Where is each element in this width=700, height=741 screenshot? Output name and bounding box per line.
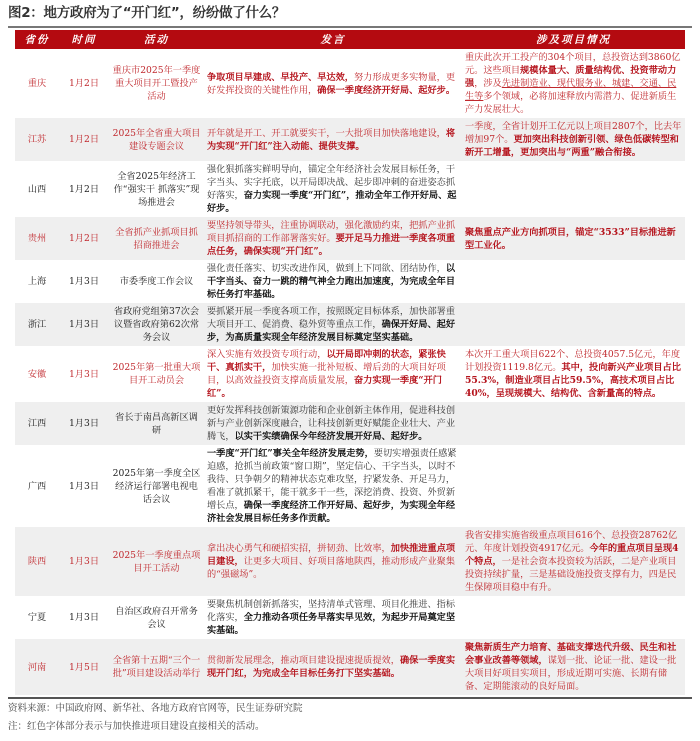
speech-cell	[204, 161, 462, 217]
speech-cell	[204, 346, 462, 402]
projects-cell	[462, 445, 685, 527]
top-divider	[8, 26, 692, 28]
date-cell: 1月3日	[59, 402, 109, 445]
province-cell: 浙江	[15, 303, 59, 346]
province-cell: 陕西	[15, 527, 59, 596]
text-segment: 一是社会资本投资较为活跃，二是产业项目投资持续扩量，三是基础设施投资支撑有力，四是民生保障项目稳中有升。	[465, 556, 677, 593]
province-cell: 贵州	[15, 217, 59, 260]
text-segment: 一季度“开门红”事关全年经济发展走势，	[207, 448, 374, 459]
province-cell: 上海	[27, 276, 47, 287]
province-cell: 宁夏	[27, 612, 47, 623]
speech-cell	[204, 639, 462, 695]
text-segment: 其中，投向新兴产业项目占比55.3%，制造业项目占比59.5%，高技术项目占比40%，呈现规模大、结构优、含新量高的特点。	[465, 362, 681, 399]
date-cell: 1月2日	[59, 118, 109, 161]
date-cell: 1月3日	[68, 368, 100, 380]
text-segment: 确保一季度经济工作开好局、起好步，为实现全年经济社会发展目标任务多作贡献。	[207, 500, 456, 524]
header-activity: 活动	[109, 30, 204, 49]
activity-cell: 市委季度工作会议	[119, 276, 194, 287]
projects-cell	[462, 596, 685, 639]
text-segment: 奋力实现一季度“开门红”。	[207, 375, 442, 399]
projects-cell	[462, 217, 685, 260]
text-segment: 今年的重点项目呈现4个特点，	[465, 543, 679, 567]
text-segment: 以干字当头、奋力一跳的精气神全力跑出加速度，为完成全年目标任务打牢基础。	[207, 263, 456, 300]
text-segment: 聚焦重点产业方向抓项目，锚定“3533”目标推进新型工业化。	[465, 226, 676, 251]
text-segment: 奋力实现一季度“开门红”，推动全年工作开好局、起好步。	[207, 190, 457, 214]
date-cell: 1月2日	[59, 217, 109, 260]
text-segment: 开年就是开工、开工就要实干，一大批项目加快落地建设，	[207, 127, 446, 139]
text-segment: 一季度，全省计划开工亿元以上项目2807个，比去年增加97个。	[465, 121, 682, 145]
header-projects: 涉及项目情况	[462, 30, 685, 49]
text-segment: 要坚持领导带头，注重协调联动，强化激励约束，把抓产业抓项目抓招商的工作部署落实好。	[207, 220, 456, 244]
text-segment: 加快实施一批补短板、增后劲的大项目好项目，以高效益投资支撑高质量发展，	[207, 362, 446, 386]
table-row	[15, 49, 685, 118]
text-segment: 争取项目早建成、早投产、早达效，	[207, 71, 354, 83]
date-cell: 1月2日	[68, 183, 100, 195]
text-segment: 努力形成更多实物量，更好发挥投资的关键性作用，	[207, 71, 456, 96]
activity-cell: 全省抓产业抓项目抓招商推进会	[109, 217, 204, 260]
province-cell: 广西	[27, 480, 47, 492]
speech-cell	[204, 49, 462, 118]
date-cell: 1月2日	[68, 78, 100, 89]
speech-cell	[204, 260, 462, 303]
text-segment: 确保一季度经济开好局、起好步。	[317, 84, 456, 96]
table-row	[15, 639, 685, 695]
table-row	[15, 402, 685, 445]
text-segment: 要聚焦机制创新抓落实，坚持清单式管理、项目化推进、指标化落实，	[207, 599, 456, 623]
projects-cell	[462, 260, 685, 303]
province-cell: 河南	[15, 639, 59, 695]
activity-cell: 全省第十五期“三个一批”项目建设活动举行	[109, 639, 204, 695]
province-cell: 重庆	[27, 78, 47, 89]
speech-cell	[204, 596, 462, 639]
text-segment: ，涉及	[474, 78, 502, 89]
projects-cell	[462, 161, 685, 217]
text-segment: 将为实现“开门红”注入动能、提供支撑。	[207, 127, 456, 152]
date-cell: 1月5日	[59, 639, 109, 695]
projects-cell	[462, 639, 685, 695]
text-segment: 谋划一批、论证一批、建设一批大项目好项目实项目，形成近期可实施、长期有储备、定期能滚动的良好局面。	[465, 655, 677, 692]
speech-cell	[204, 402, 462, 445]
text-segment: 更好发挥科技创新策源功能和企业创新主体作用，促进科技创新与产业创新深度融合，让科技创新更好赋能企业壮大、产业腾飞，	[207, 405, 456, 442]
projects-cell	[462, 527, 685, 596]
speech-cell	[204, 118, 462, 161]
date-cell: 1月3日	[68, 276, 100, 287]
table-row	[15, 303, 685, 346]
province-cell: 江西	[15, 402, 59, 445]
projects-cell	[462, 346, 685, 402]
source-note: 资料来源：中国政府网、新华社、各地方政府官网等，民生证券研究院	[8, 703, 303, 714]
date-cell: 1月3日	[59, 527, 109, 596]
table-row	[15, 445, 685, 527]
text-segment: 多个领域，必将加速释放内需潜力、促进新质生产力发展壮大。	[465, 91, 677, 115]
text-segment: 更加突出科技创新引领、绿色低碳转型和新开工增量，更加突出与“两重”融合衔接。	[465, 134, 679, 158]
projects-cell	[462, 303, 685, 346]
speech-cell	[204, 303, 462, 346]
table-row	[15, 346, 685, 402]
table-header-row	[15, 30, 685, 49]
text-segment: 要开足马力推进一季度各项重点任务，确保实现“开门红”。	[207, 233, 456, 257]
projects-cell	[462, 118, 685, 161]
table-row	[15, 260, 685, 303]
text-segment: 深入实施有效投资专项行动，	[207, 349, 327, 360]
table-row	[15, 118, 685, 161]
activity-cell: 2025年一季度重点项目开工活动	[109, 527, 204, 596]
text-segment: 先进制造业、现代服务业、城建、交通、民生等	[465, 78, 677, 102]
activity-cell: 2025年第一季度全区经济运行部署电视电话会议	[112, 467, 201, 505]
activity-cell: 全省2025年经济工作“强实干 抓落实”现场推进会	[113, 170, 200, 208]
text-segment: 确保开好局、起好步，为高质量实现全年经济发展目标奠定坚实基础。	[207, 319, 456, 343]
text-segment: 我省安排实施省级重点项目616个、总投资28762亿元、年度计划投资4917亿元。	[465, 530, 678, 554]
header-province: 省份	[15, 30, 59, 49]
date-cell: 1月3日	[59, 303, 109, 346]
text-segment: 聚焦新质生产力培育、基础支撑迭代升级、民生和社会事业改善等领域，	[465, 642, 677, 666]
text-segment: 以开局即冲刺的状态，紧张快干、真抓实干，	[207, 349, 446, 373]
activity-cell: 2025年全省重大项目建设专题会议	[109, 118, 204, 161]
speech-cell	[204, 527, 462, 596]
text-segment: 让更多大项目、好项目落地陕西，推动形成产业聚集的“强磁场”。	[207, 556, 456, 580]
text-segment: 要抓紧开展一季度各项工作，按照既定目标体系，加快部署重大项目开工、促消费、稳外贸等重点工作，	[207, 306, 456, 330]
activity-cell: 省长于南昌高新区调研	[109, 402, 204, 445]
local-government-table	[15, 30, 685, 695]
figure-title: 图2：地方政府为了“开门红”，纷纷做了什么？	[8, 5, 286, 21]
activity-cell: 重庆市2025年一季度重大项目开工暨投产活动	[112, 65, 201, 102]
text-segment: 规模体量大、质量结构优、投资带动力强	[465, 65, 677, 89]
text-segment: 重庆此次开工投产的304个项目，总投资达到3860亿元。这些项目	[465, 52, 681, 76]
text-segment: 以实干实绩确保今年经济发展开好局、起好步。	[234, 431, 428, 442]
bottom-divider	[8, 697, 692, 699]
text-segment: 加快推进重点项目建设，	[207, 543, 456, 567]
activity-cell: 2025年第一批重大项目开工动员会	[112, 362, 201, 386]
text-segment: 要切实增强责任感紧迫感，抢抓当前政策“窗口期”，坚定信心、干字当头，以时不我待、只争朝夕的精神状态克难攻坚，拧紧发条、开足马力，看准了就抓紧干，能干就多干一些，深挖消费、投资、外贸新增长点，	[207, 448, 457, 511]
province-cell: 江苏	[15, 118, 59, 161]
table-row	[15, 596, 685, 639]
text-segment: 贯彻新发展理念，推动项目建设提速提质提效，	[207, 655, 400, 666]
date-cell: 1月3日	[68, 480, 100, 492]
table-row	[15, 217, 685, 260]
province-cell: 山西	[27, 183, 47, 195]
footnote: 注：红色字体部分表示与加快推进项目建设直接相关的活动。	[8, 721, 265, 732]
text-segment: 全力推动各项任务早落实早见效，为起步开局奠定坚实基础。	[207, 612, 456, 636]
text-segment: 确保一季度实现开门红，为完成全年目标任务打下坚实基础。	[207, 655, 456, 679]
text-segment: 强化责任落实、切实改进作风，做到上下同欲、团结协作，	[207, 263, 446, 274]
date-cell: 1月3日	[68, 612, 100, 623]
activity-cell: 自治区政府召开常务会议	[115, 605, 198, 630]
text-segment: 强化狠抓落实鲜明导向，锚定全年经济社会发展目标任务，干字当头、实字托底，以开局即决战、起步即冲刺的奋进姿态抓好落实，	[207, 164, 456, 201]
activity-cell: 省政府党组第37次会议暨省政府第62次常务会议	[109, 303, 204, 346]
projects-cell	[462, 49, 685, 118]
speech-cell	[204, 445, 462, 527]
projects-cell	[462, 402, 685, 445]
province-cell: 安徽	[27, 368, 47, 380]
header-date: 时间	[59, 30, 109, 49]
table-row	[15, 161, 685, 217]
text-segment: 拿出决心勇气和硬招实招，拼韧劲、比效率，	[207, 543, 391, 554]
header-speech: 发言	[204, 30, 462, 49]
speech-cell	[204, 217, 462, 260]
text-segment: 本次开工重大项目622个、总投资4057.5亿元，年度计划投资1119.8亿元。	[465, 349, 681, 373]
table-row	[15, 527, 685, 596]
